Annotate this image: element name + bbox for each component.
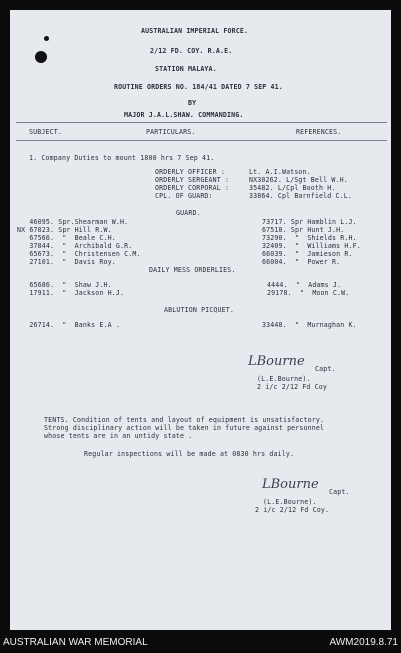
guard-entry: 66004. " Power R.: [262, 258, 341, 266]
header-line-1: AUSTRALIAN IMPERIAL FORCE.: [141, 27, 249, 35]
guard-entry: 66039. " Jamieson R.: [262, 250, 353, 258]
signature-rank: Capt.: [329, 488, 350, 496]
column-references: REFERENCES.: [296, 128, 342, 136]
ablution-title: ABLUTION PICQUET.: [164, 306, 235, 314]
signature-unit: 2 i/c 2/12 Fd Coy.: [255, 506, 330, 514]
header-line-3: STATION MALAYA.: [155, 65, 217, 73]
item-1-heading: 1. Company Duties to mount 1800 hrs 7 Sep 41.: [29, 154, 215, 162]
duty-role: ORDERLY CORPORAL :: [155, 184, 230, 192]
guard-entry: 67518. Spr Hunt J.H.: [262, 226, 345, 234]
duty-role: CPL. OF GUARD:: [155, 192, 213, 200]
guard-entry: NX 67023. Spr Hill R.W.: [17, 226, 112, 234]
tents-line: Strong disciplinary action will be taken in future against personnel: [44, 424, 325, 432]
tents-line: TENTS. Condition of tents and layout of equipment is unsatisfactory.: [44, 416, 325, 424]
handwritten-signature: LBourne: [262, 477, 319, 492]
duty-name: 33864. Cpl Barnfield C.L.: [249, 192, 352, 200]
header-line-2: 2/12 FD. COY. R.A.E.: [150, 47, 233, 55]
inspections-note: Regular inspections will be made at 0830 hrs daily.: [84, 450, 295, 458]
duty-role: ORDERLY SERGEANT :: [155, 176, 230, 184]
footer-accession: AWM2019.8.71: [329, 637, 398, 648]
header-line-5: BY: [188, 99, 197, 107]
header-line-4: ROUTINE ORDERS NO. 184/41 DATED 7 SEP 41.: [114, 83, 283, 91]
duty-role: ORDERLY OFFICER :: [155, 168, 226, 176]
caption-bar: [0, 633, 401, 653]
mess-title: DAILY MESS ORDERLIES.: [149, 266, 236, 274]
guard-title: GUARD.: [176, 209, 201, 217]
ablution-entry: 33448. " Murnaghan K.: [262, 321, 357, 329]
signature-rank: Capt.: [315, 365, 336, 373]
column-subject: SUBJECT.: [29, 128, 62, 136]
guard-entry: 73717. Spr Hamblin L.J.: [262, 218, 357, 226]
document-page: [10, 10, 391, 630]
duty-name: NX30262. L/Sgt Bell W.H.: [249, 176, 348, 184]
guard-entry: 46095. Spr.Shearman W.H.: [17, 218, 129, 226]
divider-top: [16, 122, 387, 123]
ablution-entry: 26714. " Banks E.A .: [17, 321, 120, 329]
duty-name: Lt. A.I.Watson.: [249, 168, 311, 176]
mess-entry: 65686. " Shaw J.H.: [17, 281, 112, 289]
column-particulars: PARTICULARS.: [146, 128, 196, 136]
guard-entry: 73290. " Shields R.H.: [262, 234, 357, 242]
duty-name: 35482. L/Cpl Booth H.: [249, 184, 336, 192]
signature-name: (L.E.Bourne).: [263, 498, 317, 506]
guard-entry: 27101. " Davis Roy.: [17, 258, 116, 266]
header-line-6: MAJOR J.A.L.SHAW. COMMANDING.: [124, 111, 244, 119]
punch-hole-small: [44, 36, 49, 41]
handwritten-signature: LBourne: [248, 354, 305, 369]
divider-bottom: [16, 140, 387, 141]
guard-entry: 32409. " Williams H.F.: [262, 242, 361, 250]
tents-line: whose tents are in an untidy state .: [44, 432, 193, 440]
mess-entry: 4444. " Adams J.: [267, 281, 342, 289]
mess-entry: 29178. " Moon C.W.: [267, 289, 350, 297]
punch-hole: [35, 51, 47, 63]
guard-entry: 37844. " Archibald G.R.: [17, 242, 133, 250]
signature-unit: 2 i/c 2/12 Fd Coy: [257, 383, 328, 391]
guard-entry: 65673. " Christensen C.M.: [17, 250, 141, 258]
guard-entry: 67566. " Beale C.H.: [17, 234, 116, 242]
footer-source: AUSTRALIAN WAR MEMORIAL: [3, 637, 148, 648]
mess-entry: 17911. " Jackson H.J.: [17, 289, 125, 297]
signature-name: (L.E.Bourne).: [257, 375, 311, 383]
